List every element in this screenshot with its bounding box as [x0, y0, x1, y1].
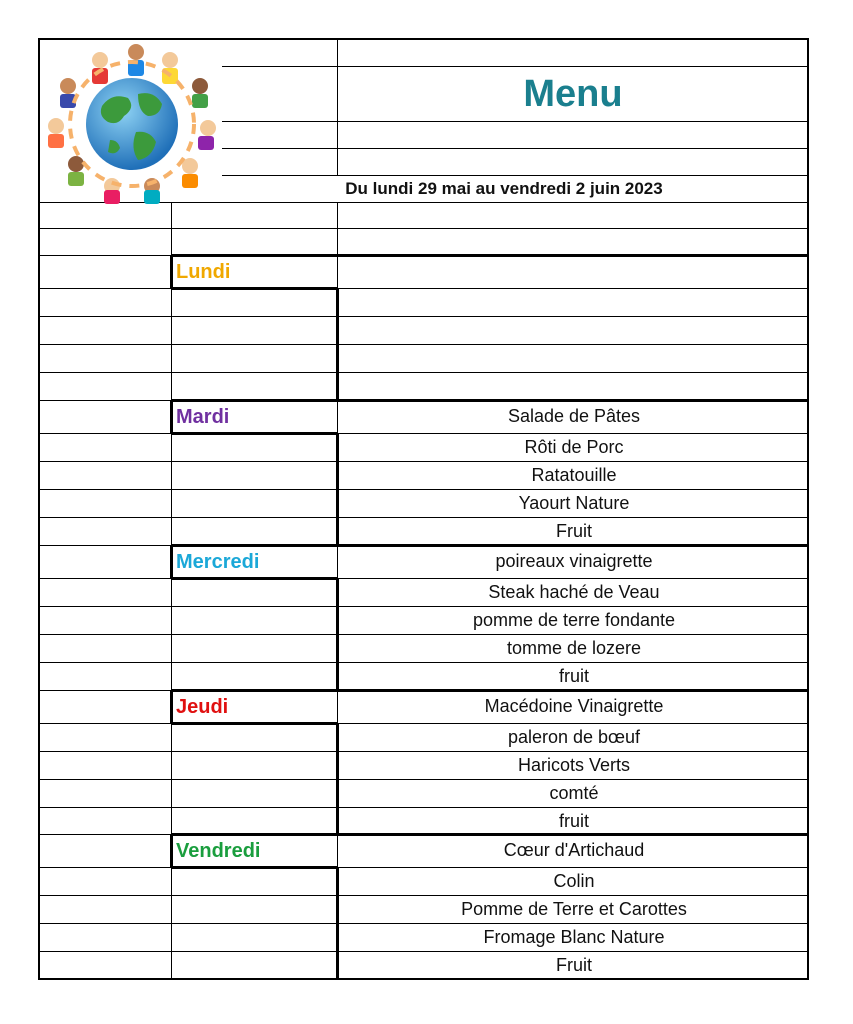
grid-line: [40, 400, 171, 401]
grid-line: [170, 834, 173, 867]
grid-line: [337, 400, 338, 433]
dish-item: Ratatouille: [531, 464, 617, 485]
grid-line: [40, 545, 171, 546]
dish-item: Steak haché de Veau: [488, 581, 660, 602]
dish-item: Rôti de Porc: [524, 436, 624, 457]
grid-line: [337, 255, 338, 288]
dish-item: [339, 344, 809, 372]
grid-line: [170, 545, 173, 578]
date-range: Du lundi 29 mai au vendredi 2 juin 2023: [345, 179, 663, 198]
grid-line: [337, 202, 338, 255]
dish-item: Fromage Blanc Nature: [483, 926, 665, 947]
grid-line: [222, 148, 808, 149]
dish-item: fruit: [558, 810, 589, 831]
day-label-lundi: Lundi: [176, 260, 231, 283]
dish-item: comté: [549, 782, 599, 803]
dish-item: pomme de terre fondante: [472, 609, 676, 630]
dish-item: Cœur d'Artichaud: [503, 840, 645, 860]
page-title: Menu: [523, 72, 623, 115]
dish-item: Colin: [553, 870, 595, 891]
dish-item: fruit: [558, 665, 589, 686]
dish-item: [339, 316, 809, 344]
dish-item: paleron de bœuf: [507, 726, 641, 747]
dish-item: [339, 255, 809, 288]
grid-line: [40, 255, 171, 256]
day-label-jeudi: Jeudi: [176, 695, 229, 718]
grid-line: [40, 690, 171, 691]
dish-item: tomme de lozere: [506, 637, 642, 658]
dish-item: Fruit: [556, 520, 592, 541]
grid-line: [40, 834, 171, 835]
day-label-mardi: Mardi: [176, 405, 230, 428]
dish-item: [339, 372, 809, 400]
day-label-vendredi: Vendredi: [176, 839, 261, 862]
dish-item: Salade de Pâtes: [507, 406, 641, 426]
grid-line: [170, 690, 173, 723]
grid-line: [40, 228, 808, 229]
dish-item: Haricots Verts: [517, 754, 631, 775]
day-label-mercredi: Mercredi: [176, 550, 260, 573]
grid-line: [170, 255, 173, 288]
dish-item: poireaux vinaigrette: [495, 551, 653, 571]
grid-line: [337, 690, 338, 723]
grid-line: [170, 400, 173, 433]
dish-item: Yaourt Nature: [518, 492, 630, 513]
dish-item: [339, 288, 809, 316]
grid-line: [337, 545, 338, 578]
dish-item: Fruit: [556, 954, 592, 975]
grid-line: [337, 834, 338, 867]
dish-item: Macédoine Vinaigrette: [484, 696, 664, 716]
dish-item: Pomme de Terre et Carottes: [461, 898, 687, 919]
